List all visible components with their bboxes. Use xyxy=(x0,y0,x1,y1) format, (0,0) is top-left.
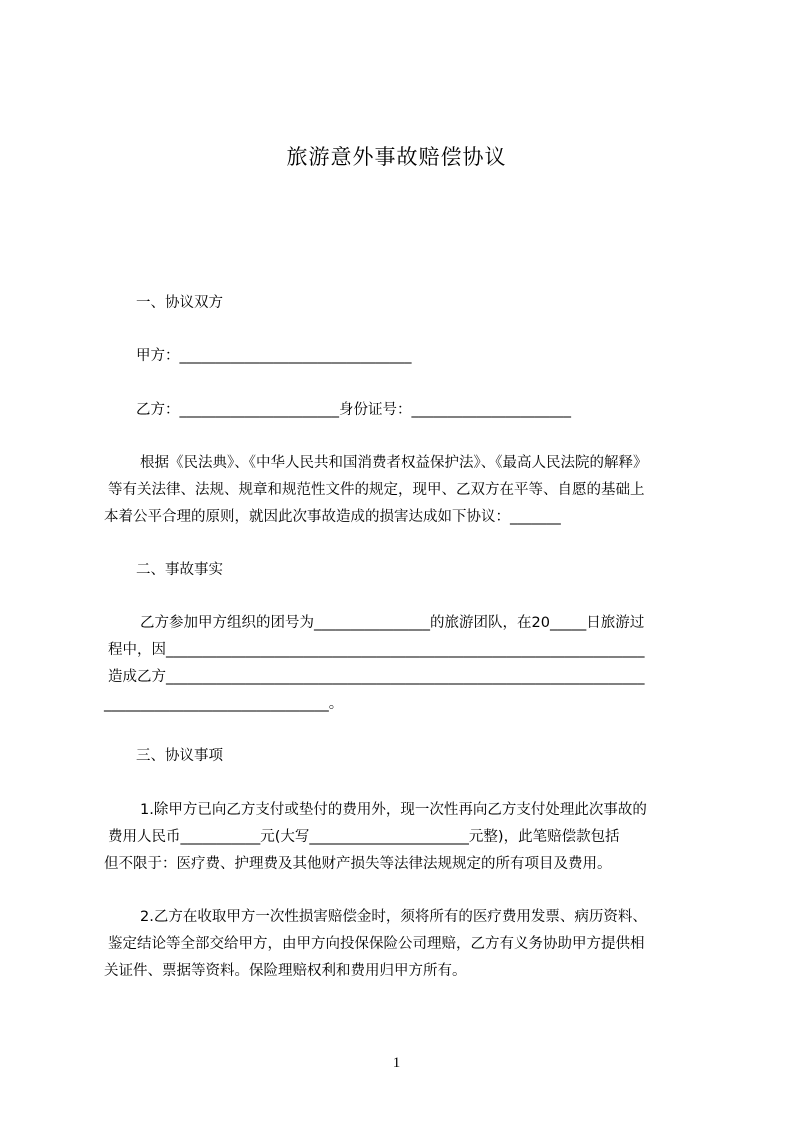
paragraph-line: _______________________________。 xyxy=(104,696,344,712)
section-heading-facts: 二、事故事实 xyxy=(136,562,223,578)
term-item-line: 关证件、票据等资料。保险理赔权利和费用归甲方所有。 xyxy=(104,963,467,979)
term-item-line: 但不限于：医疗费、护理费及其他财产损失等法律法规规定的所有项目及费用。 xyxy=(104,856,612,872)
party-b-field: 乙方：______________________身份证号：______________________ xyxy=(136,402,571,418)
term-item-line: 费用人民币___________元(大写______________________元整)，此笔赔偿款包括 xyxy=(108,829,620,845)
term-item-line: 鉴定结论等全部交给甲方，由甲方向投保保险公司理赔，乙方有义务协助甲方提供相 xyxy=(108,936,645,952)
term-item-line: 2.乙方在收取甲方一次性损害赔偿金时，须将所有的医疗费用发票、病历资料、 xyxy=(140,909,647,925)
paragraph-line: 程中，因__________________________________________________________________ xyxy=(108,642,645,658)
paragraph-line: 本着公平合理的原则，就因此次事故造成的损害达成如下协议：_______ xyxy=(104,509,561,525)
party-a-field: 甲方：________________________________ xyxy=(136,348,412,364)
section-heading-terms: 三、协议事项 xyxy=(136,748,223,764)
section-heading-parties: 一、协议双方 xyxy=(136,295,223,311)
paragraph-line: 等有关法律、法规、规章和规范性文件的规定，现甲、乙双方在平等、自愿的基础上 xyxy=(108,482,645,498)
paragraph-line: 乙方参加甲方组织的团号为________________的旅游团队，在20_____日旅游过 xyxy=(140,615,645,631)
paragraph-line: 根据《民法典》、《中华人民共和国消费者权益保护法》、《最高人民法院的解释》 xyxy=(140,455,648,471)
paragraph-line: 造成乙方__________________________________________________________________ xyxy=(108,669,645,685)
term-item-line: 1.除甲方已向乙方支付或垫付的费用外，现一次性再向乙方支付处理此次事故的 xyxy=(140,802,647,818)
page-title: 旅游意外事故赔偿协议 xyxy=(286,145,507,169)
page-number: 1 xyxy=(392,1055,401,1071)
